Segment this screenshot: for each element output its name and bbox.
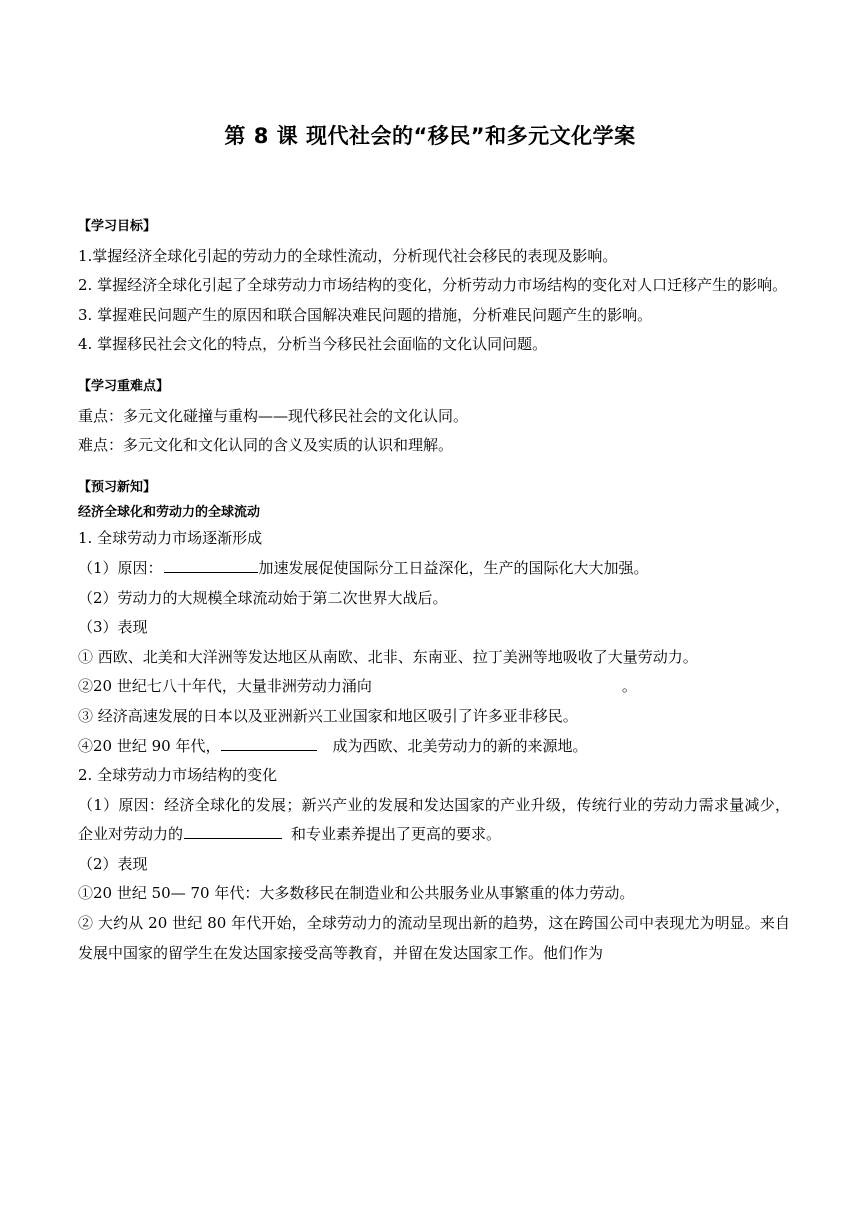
s1-cause-suffix: 加速发展促使国际分工日益深化，生产的国际化大大加强。: [258, 558, 649, 577]
s1-point-4: [78, 732, 790, 762]
goal-item: 4. 掌握移民社会文化的特点，分析当今移民社会面临的文化认同问题。: [78, 335, 548, 354]
page-title: 第 8 课 现代社会的“移民”和多元文化学案: [224, 124, 636, 148]
section-title: 1. 全球劳动力市场逐渐形成: [78, 529, 263, 548]
section-title: 2. 全球劳动力市场结构的变化: [78, 766, 278, 785]
preview-subheading: 经济全球化和劳动力的全球流动: [78, 505, 261, 521]
s2-cause-prefix: （1）原因：经济全球化的发展；新兴产业的发展和发达国家的产业升级，传统行业的劳动力需求量减少，企业对劳动力的: [78, 795, 790, 844]
fill-in-blank[interactable]: [164, 556, 258, 573]
s1-point-2: [78, 672, 790, 702]
fill-in-blank[interactable]: [221, 734, 317, 751]
key-points-heading: 【学习重难点】: [78, 378, 170, 394]
s1-item-2: （2）劳动力的大规模全球流动始于第二次世界大战后。: [78, 588, 448, 607]
s1-cause: [78, 554, 790, 584]
s2-item-2: （2）表现: [78, 854, 148, 873]
s1-point-3: ③ 经济高速发展的日本以及亚洲新兴工业国家和地区吸引了许多亚非移民。: [78, 706, 578, 725]
focus-point: 重点：多元文化碰撞与重构——现代移民社会的文化认同。: [78, 406, 469, 425]
s1-point-4-prefix: ④20 世纪 90 年代，: [78, 736, 221, 755]
s2-cause-suffix: 和专业素养提出了更高的要求。: [291, 825, 502, 844]
s1-cause-prefix: （1）原因：: [78, 558, 163, 577]
goal-item: 2. 掌握经济全球化引起了全球劳动力市场结构的变化，分析劳动力市场结构的变化对人口迁移产生的影响。: [78, 276, 788, 295]
s2-point-1: ①20 世纪 50— 70 年代：大多数移民在制造业和公共服务业从事繁重的体力劳动。: [78, 884, 635, 903]
document-body: [78, 212, 790, 968]
goals-heading: 【学习目标】: [78, 219, 157, 234]
preview-heading: 【预习新知】: [78, 479, 157, 495]
s2-cause: [78, 791, 790, 850]
goal-item: 1.掌握经济全球化引起的劳动力的全球性流动，分析现代社会移民的表现及影响。: [78, 246, 618, 265]
fill-in-blank[interactable]: [184, 822, 282, 839]
s1-point-1: ① 西欧、北美和大洋洲等发达地区从南欧、北非、东南亚、拉丁美洲等地吸收了大量劳动力。: [78, 647, 698, 666]
s1-point-2-prefix: ②20 世纪七八十年代，大量非洲劳动力涌向: [78, 677, 372, 696]
s1-point-2-suffix: 。: [621, 677, 637, 696]
s1-item-3: （3）表现: [78, 618, 148, 637]
goal-item: 3. 掌握难民问题产生的原因和联合国解决难民问题的措施，分析难民问题产生的影响。: [78, 305, 653, 324]
s2-point-2: ② 大约从 20 世纪 80 年代开始，全球劳动力的流动呈现出新的趋势，这在跨国公司中表现尤为明显。来自发展中国家的留学生在发达国家接受高等教育，并留在发达国家工作。他们作为: [78, 914, 790, 962]
s1-point-4-suffix: 成为西欧、北美劳动力的新的来源地。: [332, 736, 588, 755]
difficulty-point: 难点：多元文化和文化认同的含义及实质的认识和理解。: [78, 436, 454, 455]
